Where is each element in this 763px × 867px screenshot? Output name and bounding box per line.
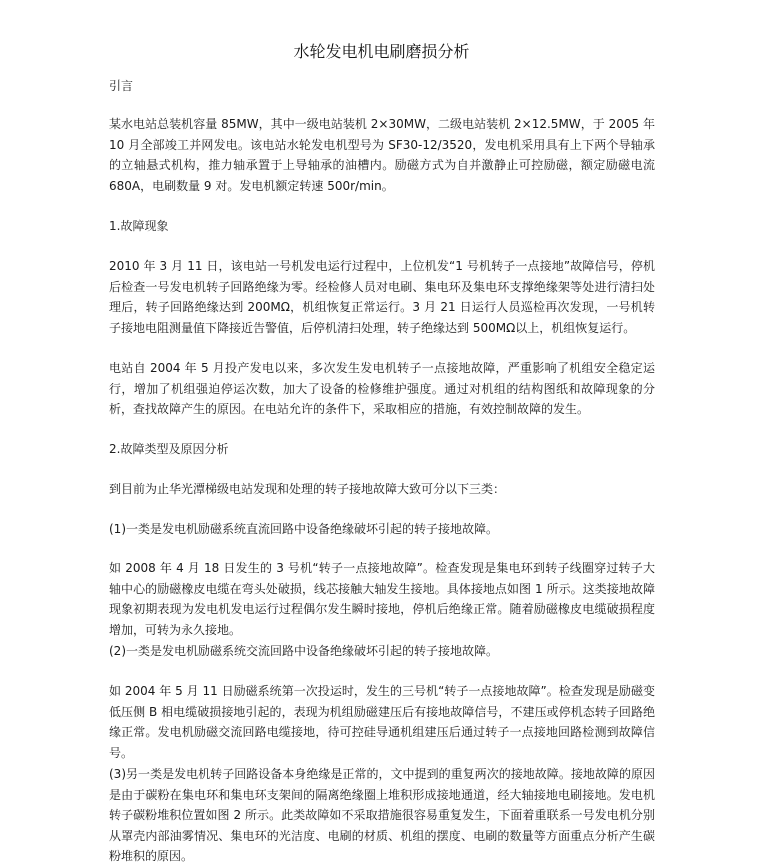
intro-heading: 引言 <box>109 79 134 93</box>
type2-heading: (2)一类是发电机励磁系统交流回路中设备绝缘破坏引起的转子接地故障。 <box>109 644 499 658</box>
type3-paragraph: (3)另一类是发电机转子回路设备本身绝缘是正常的，文中提到的重复两次的接地故障。接地故障的原因是由于碳粉在集电环和集电环支架间的隔离绝缘圈上堆积形成接地通道，经大轴接地电刷接地。发电机转子碳粉堆积位置如图 2 所示。此类故障如不采取措施很容易重复发生，下面着重联系一号发电机分别从罩壳内部油雾情况、集电环的光洁度、电刷的材质、机组的摆度、电刷的数量等方面重点分析产生碳粉堆积的原因。 <box>109 767 655 863</box>
section2-intro: 到目前为止华光潭梯级电站发现和处理的转子接地故障大致可分以下三类： <box>109 482 506 496</box>
section1-heading: 1.故障现象 <box>109 219 169 233</box>
type2-paragraph: 如 2004 年 5 月 11 日励磁系统第一次投运时，发生的三号机“转子一点接地故障”。检查发现是励磁变低压侧 B 相电缆破损接地引起的，表现为机组励磁建压后有接地故障信号，不建压或停机态转子回路绝缘正常。发电机励磁交流回路电缆接地，待可控硅导通机组建压后通过转子一点接地回路检测到故障信号。 <box>109 684 655 760</box>
section2-heading: 2.故障类型及原因分析 <box>109 442 229 456</box>
section1-paragraph-2: 电站自 2004 年 5 月投产发电以来，多次发生发电机转子一点接地故障，严重影响了机组安全稳定运行，增加了机组强迫停运次数，加大了设备的检修维护强度。通过对机组的结构图纸和故障现象的分析，查找故障产生的原因。在电站允许的条件下，采取相应的措施，有效控制故障的发生。 <box>109 361 655 416</box>
type1-heading: (1)一类是发电机励磁系统直流回路中设备绝缘破坏引起的转子接地故障。 <box>109 522 499 536</box>
intro-paragraph: 某水电站总装机容量 85MW，其中一级电站装机 2×30MW，二级电站装机 2×12.5MW，于 2005 年 10 月全部竣工并网发电。该电站水轮发电机型号为 SF30-12/3520，发电机采用具有上下两个导轴承的立轴悬式机构，推力轴承置于上导轴承的油槽内。励磁方式为自并激静止可控励磁，额定励磁电流 680A，电刷数量 9 对。发电机额定转速 500r/min。 <box>109 117 655 193</box>
type1-paragraph: 如 2008 年 4 月 18 日发生的 3 号机“转子一点接地故障”。检查发现是集电环到转子线圈穿过转子大轴中心的励磁橡皮电缆在弯头处破损，线芯接触大轴发生接地。具体接地点如图 1 所示。这类接地故障现象初期表现为发电机发电运行过程偶尔发生瞬时接地，停机后绝缘正常。随着励磁橡皮电缆破损程度增加，可转为永久接地。 <box>109 561 655 637</box>
page-title: 水轮发电机电刷磨损分析 <box>293 42 470 61</box>
section1-paragraph-1: 2010 年 3 月 11 日，该电站一号机发电运行过程中，上位机发“1 号机转子一点接地”故障信号，停机后检查一号发电机转子回路绝缘为零。经检修人员对电刷、集电环及集电环支撑绝缘架等处进行清扫处理后，转子回路绝缘达到 200MΩ，机组恢复正常运行。3 月 21 日运行人员巡检再次发现，一号机转子接地电阻测量值下降接近告警值，后停机清扫处理，转子绝缘达到 500MΩ以上，机组恢复运行。 <box>109 259 655 335</box>
